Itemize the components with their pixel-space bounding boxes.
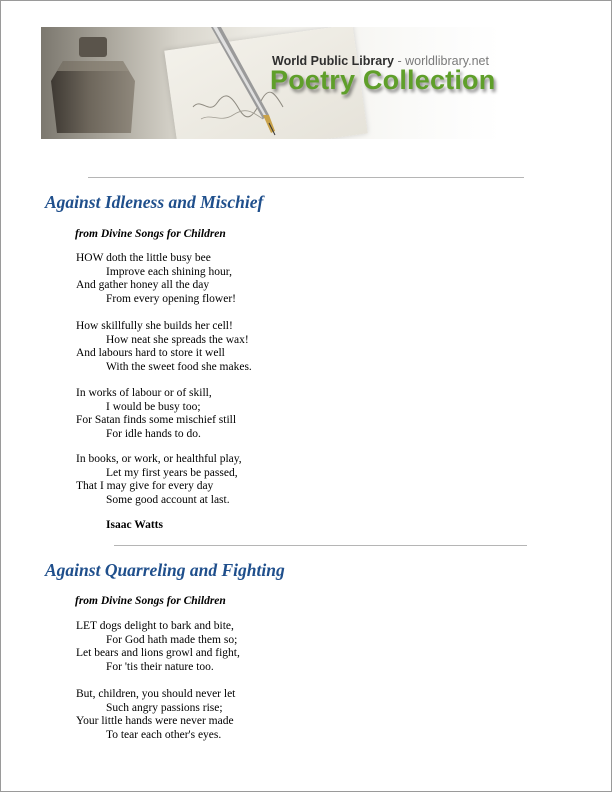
- verse-line: Such angry passions rise;: [106, 701, 223, 714]
- verse-line: Some good account at last.: [106, 493, 230, 506]
- stanza: [76, 688, 376, 742]
- verse-line: How neat she spreads the wax!: [106, 333, 249, 346]
- poem-title: Against Quarreling and Fighting: [45, 560, 285, 580]
- verse-line: In books, or work, or healthful play,: [76, 453, 242, 465]
- verse-line: For God hath made them so;: [106, 633, 238, 646]
- brand-name: World Public Library: [272, 54, 395, 68]
- verse-line: For 'tis their nature too.: [106, 660, 214, 673]
- verse-line: To tear each other's eyes.: [106, 728, 222, 741]
- poem-source: from Divine Songs for Children: [75, 595, 226, 607]
- poem-source: from Divine Songs for Children: [75, 228, 226, 240]
- verse-line: I would be busy too;: [106, 400, 201, 413]
- verse-line: And gather honey all the day: [76, 279, 210, 291]
- verse-line: Improve each shining hour,: [106, 265, 233, 278]
- verse-line: But, children, you should never let: [76, 688, 236, 700]
- verse-line: Let my first years be passed,: [106, 466, 238, 479]
- verse-line: HOW doth the little busy bee: [76, 252, 211, 264]
- brand-url: worldlibrary.net: [405, 54, 489, 68]
- divider-middle: [114, 545, 527, 546]
- verse-line: For idle hands to do.: [106, 427, 201, 440]
- header-banner: [41, 27, 501, 139]
- verse-line: That I may give for every day: [76, 480, 214, 492]
- brand-separator: -: [394, 54, 406, 68]
- verse-line: From every opening flower!: [106, 292, 236, 305]
- fountain-pen-icon: [191, 27, 281, 139]
- verse-line: LET dogs delight to bark and bite,: [76, 620, 234, 632]
- stanza: [76, 387, 376, 441]
- collection-title: Poetry Collection: [270, 65, 496, 95]
- stanza: [76, 252, 376, 306]
- verse-line: Your little hands were never made: [76, 715, 234, 727]
- stanza: [76, 620, 376, 674]
- stanza: [76, 320, 376, 374]
- divider-top: [88, 177, 524, 178]
- inkwell-icon: [49, 31, 139, 139]
- verse-line: Let bears and lions growl and fight,: [76, 647, 240, 659]
- stanza: [76, 453, 376, 507]
- poem-author: Isaac Watts: [106, 519, 163, 531]
- verse-line: In works of labour or of skill,: [76, 387, 212, 399]
- poem-title: Against Idleness and Mischief: [45, 192, 264, 212]
- verse-line: For Satan finds some mischief still: [76, 414, 237, 426]
- verse-line: How skillfully she builds her cell!: [76, 320, 233, 332]
- verse-line: With the sweet food she makes.: [106, 360, 252, 373]
- verse-line: And labours hard to store it well: [76, 347, 225, 359]
